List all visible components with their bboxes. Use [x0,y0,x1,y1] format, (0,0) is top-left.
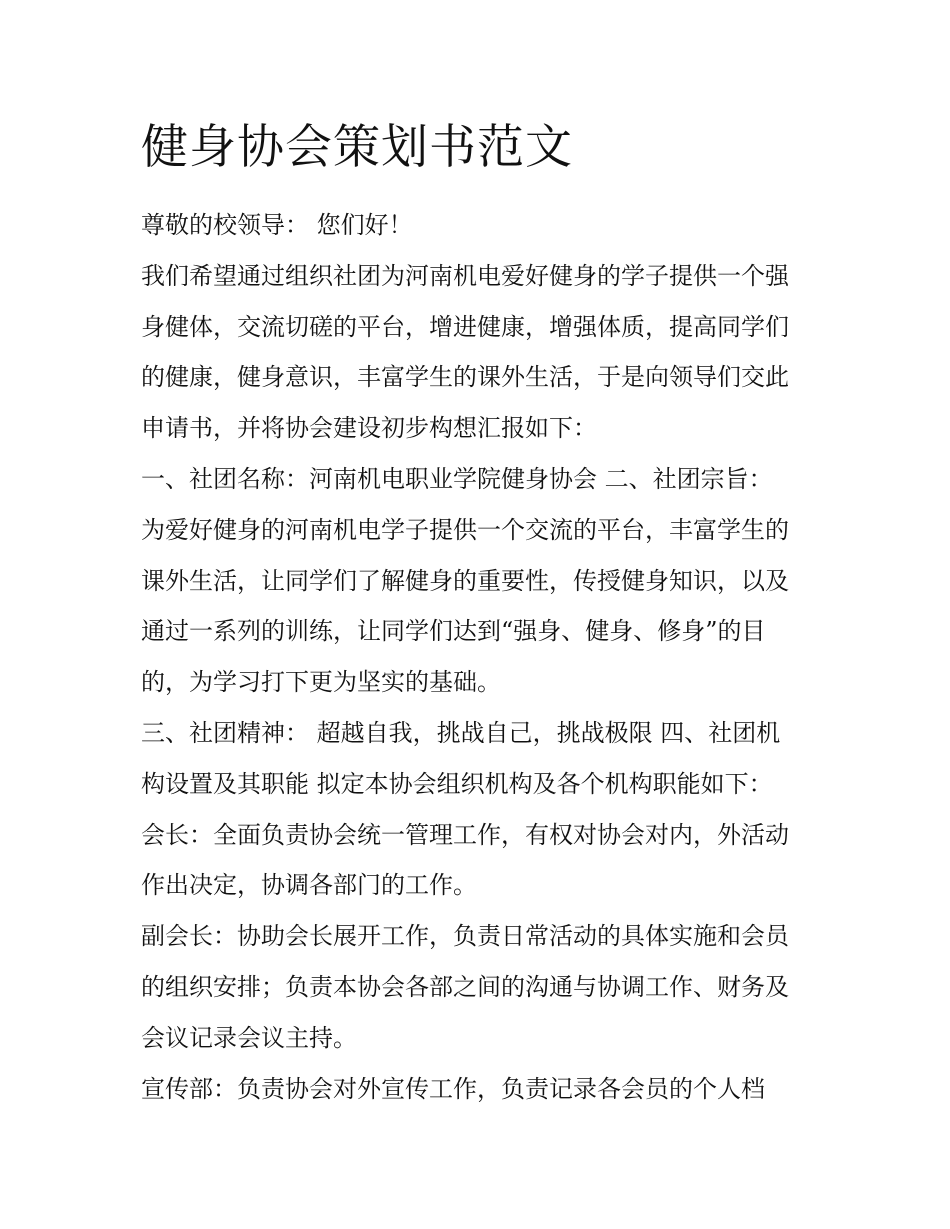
document-title: 健身协会策划书范文 [141,120,573,175]
text-line: 一、社团名称：河南机电职业学院健身协会 二、社团宗旨： [141,464,773,493]
text-line: 三、社团精神： 超越自我，挑战自己，挑战极限 四、社团机 [141,718,781,747]
text-line: 的，为学习打下更为坚实的基础。 [141,668,501,697]
text-line: 的组织安排；负责本协会各部之间的沟通与协调工作、财务及 [141,972,789,1001]
text-line: 的健康，健身意识，丰富学生的课外生活，于是向领导们交此 [141,363,789,392]
text-line: 会长：全面负责协会统一管理工作，有权对协会对内，外活动 [141,820,789,849]
text-line: 会议记录会议主持。 [141,1023,357,1052]
document-body [141,118,821,1114]
text-line: 副会长：协助会长展开工作，负责日常活动的具体实施和会员 [141,922,789,951]
text-line: 申请书，并将协会建设初步构想汇报如下： [141,414,597,443]
text-line: 身健体，交流切磋的平台，增进健康，增强体质，提高同学们 [141,312,789,341]
text-line: 作出决定，协调各部门的工作。 [141,871,477,900]
text-line: 通过一系列的训练，让同学们达到“强身、健身、修身”的目 [141,617,766,646]
text-line: 宣传部：负责协会对外宣传工作，负责记录各会员的个人档 [141,1074,765,1103]
text-line: 为爱好健身的河南机电学子提供一个交流的平台，丰富学生的 [141,515,789,544]
text-line: 尊敬的校领导： 您们好！ [141,211,413,239]
text-line: 构设置及其职能 拟定本协会组织机构及各个机构职能如下： [141,769,773,798]
text-line: 我们希望通过组织社团为河南机电爱好健身的学子提供一个强 [141,261,789,290]
text-line: 课外生活，让同学们了解健身的重要性，传授健身知识，以及 [141,566,789,595]
